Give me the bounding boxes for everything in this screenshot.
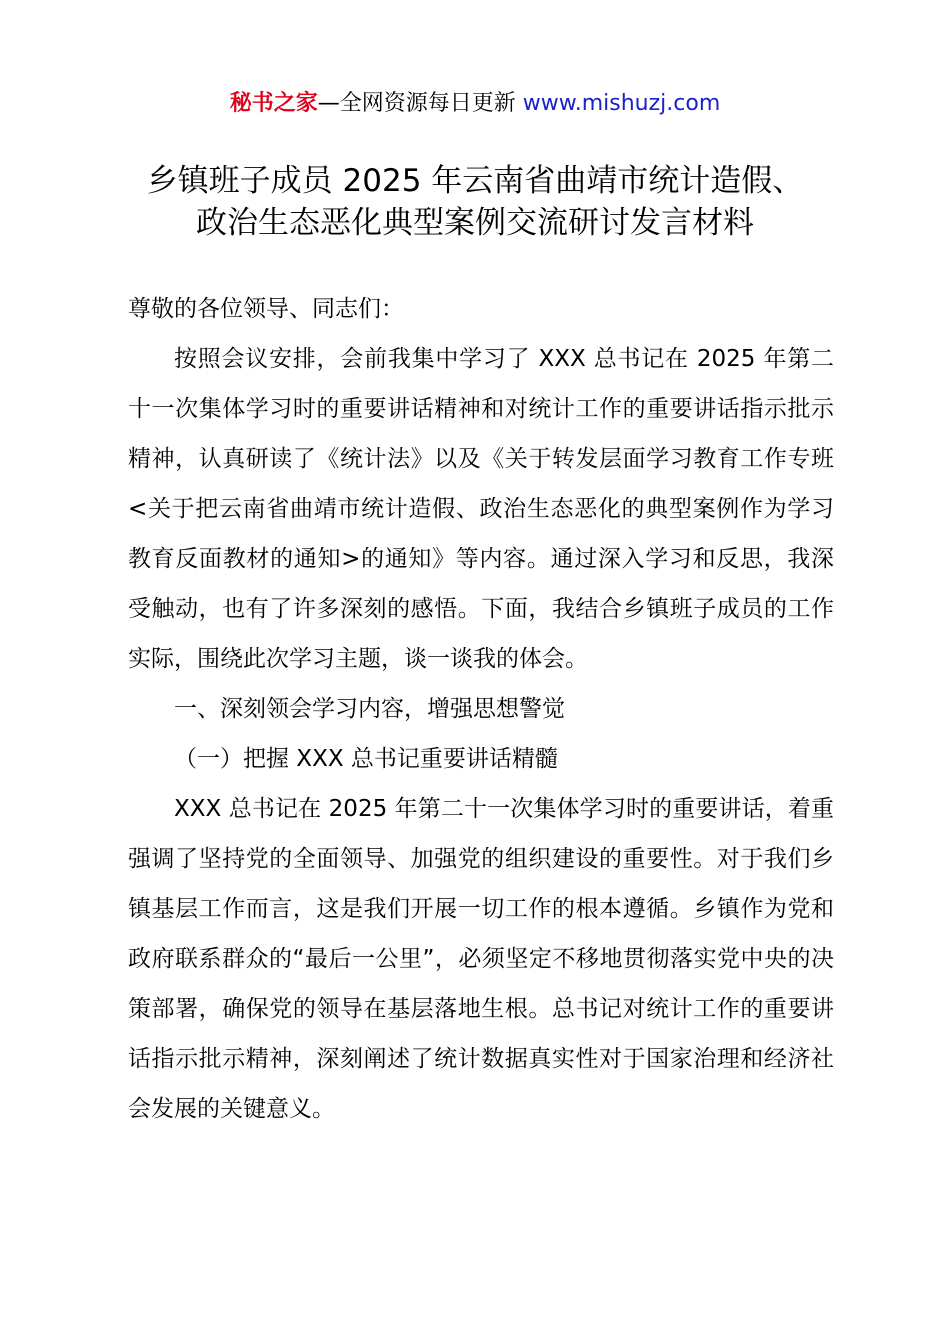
site-url[interactable]: www.mishuzj.com (522, 91, 721, 116)
title-line-1: 乡镇班子成员 2025 年云南省曲靖市统计造假、 (146, 163, 804, 199)
subsection-heading-1: （一）把握 XXX 总书记重要讲话精髓 (174, 746, 558, 772)
site-header (0, 88, 950, 120)
paragraph-intro: 按照会议安排，会前我集中学习了 XXX 总书记在 2025 年第二十一次集体学习时的重要讲话精神和对统计工作的重要讲话指示批示精神，认真研读了《统计法》以及《关于转发层面学习教育工作专班<关于把云南省曲靖市统计造假、政治生态恶化的典型案例作为学习教育反面教材的通知>的通知》等内容。通过深入学习和反思，我深受触动，也有了许多深刻的感悟。下面，我结合乡镇班子成员的工作实际，围绕此次学习主题，谈一谈我的体会。 (128, 346, 834, 672)
header-slogan: —全网资源每日更新 (317, 91, 523, 116)
title-line-2: 政治生态恶化典型案例交流研讨发言材料 (196, 205, 754, 241)
section-heading-1: 一、深刻领会学习内容，增强思想警觉 (174, 696, 565, 722)
document-title (60, 160, 890, 244)
paragraph-speech: XXX 总书记在 2025 年第二十一次集体学习时的重要讲话，着重强调了坚持党的全面领导、加强党的组织建设的重要性。对于我们乡镇基层工作而言，这是我们开展一切工作的根本遵循。乡镇作为党和政府联系群众的“最后一公里”，必须坚定不移地贯彻落实党中央的决策部署，确保党的领导在基层落地生根。总书记对统计工作的重要讲话指示批示精神，深刻阐述了统计数据真实性对于国家治理和经济社会发展的关键意义。 (128, 796, 834, 1122)
greeting: 尊敬的各位领导、同志们： (128, 296, 404, 322)
document-body (128, 284, 834, 1134)
brand-name: 秘书之家 (229, 91, 318, 116)
